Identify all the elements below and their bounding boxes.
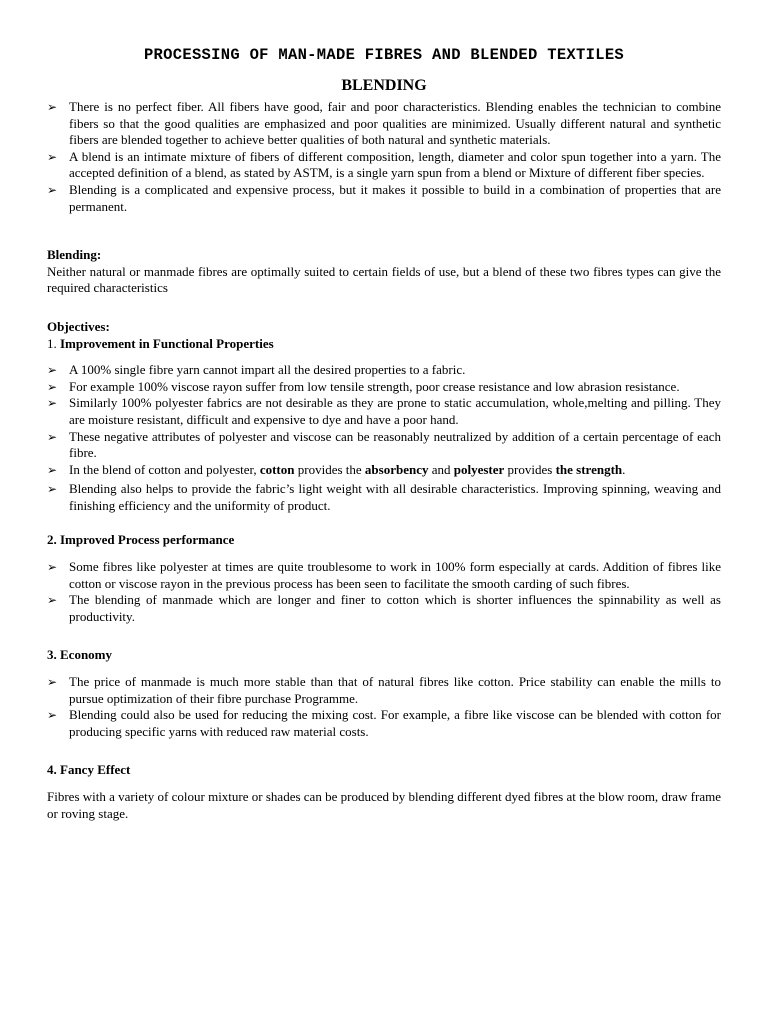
bold-absorbency: absorbency xyxy=(364,461,429,477)
objective-3-bullet-1: ➢ The price of manmade is much more stable than that of natural fibres like cotton. Price stability can enable the mills to pursue optimization of their fibre purchase Programme. xyxy=(47,674,721,707)
objective-1-bullet-2: ➢ For example 100% viscose rayon suffer from low tensile strength, poor crease resistance and low abrasion resistance. xyxy=(47,379,721,396)
document-title: PROCESSING OF MAN-MADE FIBRES AND BLENDED TEXTILES xyxy=(143,46,625,64)
intro-bullet-list xyxy=(47,99,721,215)
intro-bullet-2: ➢ A blend is an intimate mixture of fibers of different composition, length, diameter and color spun together into a yarn. The accepted definition of a blend, as stated by ASTM, is a single yarn spun from a blend or Mixture of different fiber species. xyxy=(47,149,721,182)
blending-heading: Blending: xyxy=(47,247,102,263)
objective-3-bullet-2: ➢ Blending could also be used for reducing the mixing cost. For example, a fibre like viscose can be blended with cotton for producing specific yarns with reduced raw material costs. xyxy=(47,707,721,740)
objective-1-bullet-6: ➢ Blending also helps to provide the fabric’s light weight with all desirable characteristics. Improving spinning, weaving and finishing efficiency and the uniformity of product. xyxy=(47,481,721,514)
section-title-blending: BLENDING xyxy=(341,77,427,94)
objective-1-bullet-list xyxy=(47,362,721,514)
text-run: and xyxy=(428,461,454,477)
text-run: In the blend of cotton and polyester, xyxy=(69,461,260,477)
text-run: . xyxy=(622,461,626,477)
objective-3-bullet-list xyxy=(47,674,721,740)
objective-2-heading: 2. Improved Process performance xyxy=(47,532,235,548)
objective-1-number: 1. xyxy=(47,335,60,351)
intro-bullet-3: ➢ Blending is a complicated and expensive process, but it makes it possible to build in a combination of properties that are permanent. xyxy=(47,182,721,215)
objective-2-bullet-list xyxy=(47,559,721,625)
blending-text: Neither natural or manmade fibres are optimally suited to certain fields of use, but a blend of these two fibres types can give the required characteristics xyxy=(47,263,721,296)
objective-4-heading: 4. Fancy Effect xyxy=(47,762,131,778)
objective-1-heading xyxy=(47,336,721,353)
bold-polyester: polyester xyxy=(453,461,505,477)
objectives-heading: Objectives: xyxy=(47,318,110,334)
objective-4-text: Fibres with a variety of colour mixture or shades can be produced by blending different dyed fibres at the blow room, draw frame or roving stage. xyxy=(47,789,721,821)
bold-cotton: cotton xyxy=(259,461,295,477)
objective-1-bullet-5 xyxy=(47,462,721,479)
objective-1-bullet-4: ➢ These negative attributes of polyester and viscose can be reasonably neutralized by addition of a certain percentage of each fibre. xyxy=(47,429,721,462)
objective-3-heading: 3. Economy xyxy=(47,647,112,663)
bold-the-strength: the strength xyxy=(555,461,623,477)
objective-1-title: Improvement in Functional Properties xyxy=(60,335,274,351)
text-run: provides xyxy=(504,461,556,477)
objective-1-bullet-1: ➢ A 100% single fibre yarn cannot impart all the desired properties to a fabric. xyxy=(47,362,721,379)
text-run: provides the xyxy=(294,461,365,477)
intro-bullet-1: ➢ There is no perfect fiber. All fibers have good, fair and poor characteristics. Blending enables the technician to combine fibers so that the good qualities are emphasized and poor qualities are minimized. Usually different natural and synthetic fibers are blended together to achieve better qualities of both natural and synthetic materials. xyxy=(47,99,721,149)
objective-1-bullet-3: ➢ Similarly 100% polyester fabrics are not desirable as they are prone to static accumulation, whole,melting and pilling. They are moisture resistant, difficult and expensive to dye and have a poor hand. xyxy=(47,395,721,428)
objective-2-bullet-2: ➢ The blending of manmade which are longer and finer to cotton which is shorter influences the spinnability as well as productivity. xyxy=(47,592,721,625)
objective-2-bullet-1: ➢ Some fibres like polyester at times are quite troublesome to work in 100% form especially at cards. Addition of fibres like cotton or viscose rayon in the previous process has been seen to facilitate the smooth carding of such fibres. xyxy=(47,559,721,592)
